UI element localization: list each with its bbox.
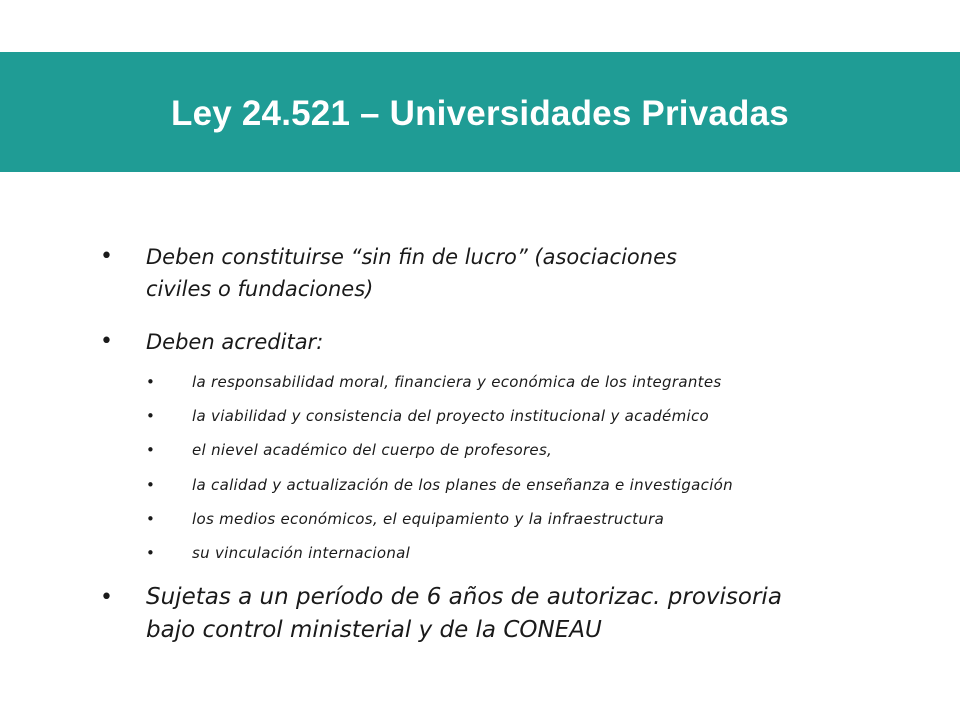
sub-bullet-text: los medios económicos, el equipamiento y la infraestructura xyxy=(192,510,665,528)
bullet-item-deben-acreditar xyxy=(100,326,886,358)
sub-bullet-text: la responsabilidad moral, financiera y económica de los integrantes xyxy=(192,373,722,391)
bullet-dot-icon: • xyxy=(146,544,156,562)
title-band xyxy=(0,52,960,172)
bullet-text-line: Sujetas a un período de 6 años de autorizac. provisoria xyxy=(146,584,782,610)
bullet-dot-icon: • xyxy=(100,244,113,269)
sub-bullet-text: el nievel académico del cuerpo de profesores, xyxy=(192,441,553,459)
bullet-item-periodo-autorizacion xyxy=(100,581,886,647)
sub-bullet-item xyxy=(146,371,912,393)
bullet-text-line: bajo control ministerial y de la CONEAU xyxy=(146,617,602,643)
slide-title: Ley 24.521 – Universidades Privadas xyxy=(171,94,789,133)
bullet-dot-icon: • xyxy=(146,441,156,459)
sub-bullet-item xyxy=(146,405,912,427)
bullet-item-sin-fin-de-lucro xyxy=(100,241,886,305)
sub-bullet-item xyxy=(146,542,912,564)
bullet-text-line: Deben acreditar: xyxy=(146,330,324,354)
bullet-dot-icon: • xyxy=(146,373,156,391)
sub-bullet-item xyxy=(146,474,912,496)
sub-bullet-item xyxy=(146,508,912,530)
sub-bullet-item xyxy=(146,439,912,461)
bullet-text-line: civiles o fundaciones) xyxy=(146,277,374,301)
bullet-dot-icon: • xyxy=(100,585,113,610)
bullet-dot-icon: • xyxy=(100,329,113,354)
bullet-dot-icon: • xyxy=(146,476,156,494)
bullet-text-line: Deben constituirse “sin fin de lucro” (asociaciones xyxy=(146,245,677,269)
sub-bullet-text: la viabilidad y consistencia del proyecto institucional y académico xyxy=(192,407,709,425)
sub-bullet-text: su vinculación internacional xyxy=(192,544,411,562)
sub-bullet-text: la calidad y actualización de los planes de enseñanza e investigación xyxy=(192,476,733,494)
bullet-dot-icon: • xyxy=(146,407,156,425)
bullet-dot-icon: • xyxy=(146,510,156,528)
